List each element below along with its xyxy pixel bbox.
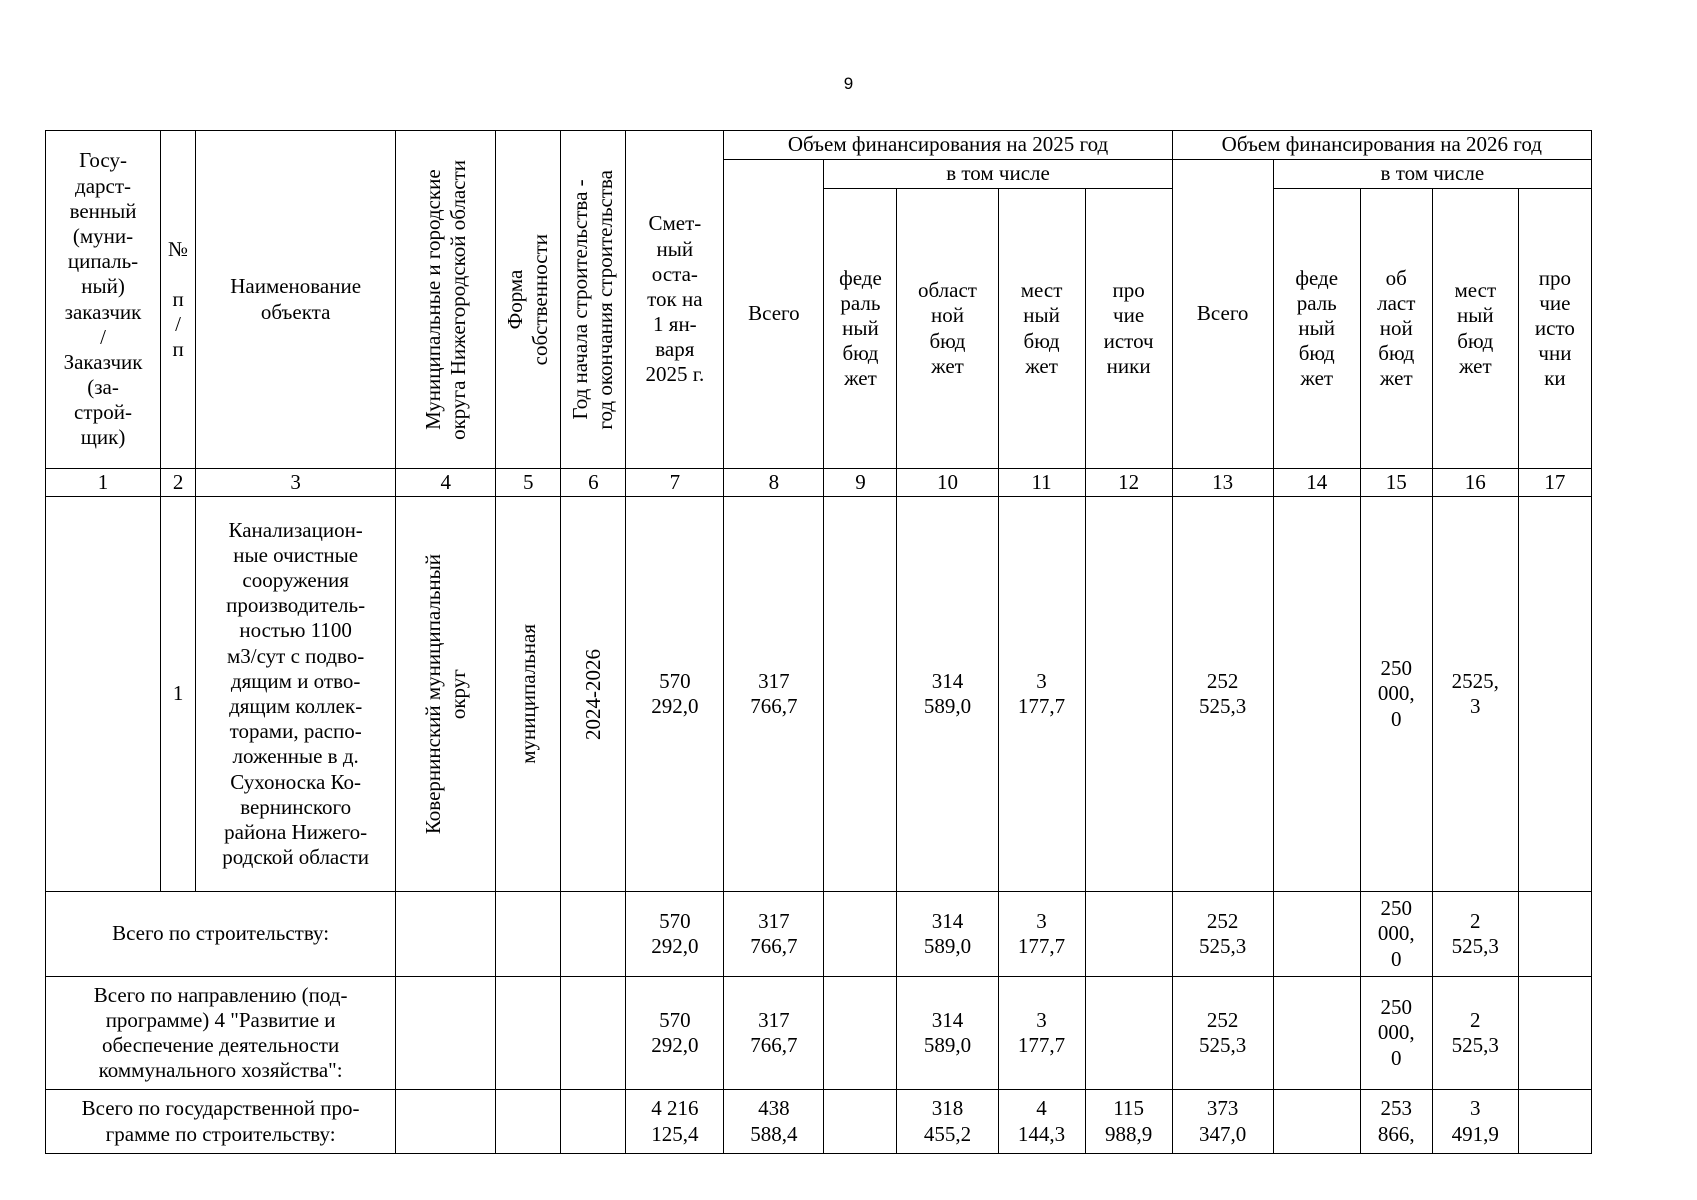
total-label: Всего по направлению (под- программе) 4 "Развитие и обеспечение деятельности коммунального хозяйства": bbox=[46, 977, 396, 1090]
financing-table bbox=[45, 130, 1592, 1154]
header-municipality bbox=[396, 131, 496, 469]
header-ownership-text: Форма собственности bbox=[503, 233, 553, 366]
total-oth2025 bbox=[1085, 892, 1172, 977]
col-number: 3 bbox=[196, 469, 396, 497]
header-incl2025: в том числе bbox=[824, 160, 1172, 189]
row-oth2026 bbox=[1518, 497, 1591, 892]
total-reg2026: 253 866, bbox=[1360, 1090, 1432, 1154]
total-loc2026: 2 525,3 bbox=[1432, 977, 1518, 1090]
header-num: № п / п bbox=[161, 131, 196, 469]
column-numbers-row bbox=[46, 469, 1592, 497]
col-number: 10 bbox=[897, 469, 998, 497]
header-years-text: Год начала строительства - год окончания строительства bbox=[568, 169, 618, 430]
total-loc2026: 2 525,3 bbox=[1432, 892, 1518, 977]
total-row-program bbox=[46, 1090, 1592, 1154]
row-municipality bbox=[396, 497, 496, 892]
empty-cell bbox=[396, 1090, 496, 1154]
total-balance: 570 292,0 bbox=[626, 977, 724, 1090]
row-fed2026 bbox=[1273, 497, 1360, 892]
empty-cell bbox=[561, 1090, 626, 1154]
header-total2026: Всего bbox=[1172, 160, 1273, 469]
header-customer: Госу- дарст- венный (муни- ципаль- ный) заказчик / Заказчик (за- строй- щик) bbox=[46, 131, 161, 469]
header-fed2026: феде раль ный бюд жет bbox=[1273, 189, 1360, 469]
empty-cell bbox=[561, 977, 626, 1090]
row-municipality-text: Ковернинский муниципальный округ bbox=[420, 553, 470, 835]
total-reg2025: 314 589,0 bbox=[897, 892, 998, 977]
total-loc2025: 4 144,3 bbox=[998, 1090, 1085, 1154]
col-number: 11 bbox=[998, 469, 1085, 497]
total-loc2025: 3 177,7 bbox=[998, 977, 1085, 1090]
total-oth2026 bbox=[1518, 977, 1591, 1090]
col-number: 5 bbox=[496, 469, 561, 497]
empty-cell bbox=[396, 892, 496, 977]
empty-cell bbox=[396, 977, 496, 1090]
empty-cell bbox=[496, 1090, 561, 1154]
header-incl2026: в том числе bbox=[1273, 160, 1591, 189]
row-reg2026: 250 000, 0 bbox=[1360, 497, 1432, 892]
col-number: 2 bbox=[161, 469, 196, 497]
header-municipality-text: Муниципальные и городские округа Нижегородской области bbox=[420, 159, 470, 440]
header-ownership bbox=[496, 131, 561, 469]
header-fin2026: Объем финансирования на 2026 год bbox=[1172, 131, 1591, 160]
header-name: Наименование объекта bbox=[196, 131, 396, 469]
row-total2026: 252 525,3 bbox=[1172, 497, 1273, 892]
total-loc2025: 3 177,7 bbox=[998, 892, 1085, 977]
col-number: 16 bbox=[1432, 469, 1518, 497]
total-fed2026 bbox=[1273, 892, 1360, 977]
total-oth2026 bbox=[1518, 892, 1591, 977]
header-oth2025: про чие источ ники bbox=[1085, 189, 1172, 469]
total-loc2026: 3 491,9 bbox=[1432, 1090, 1518, 1154]
row-balance: 570 292,0 bbox=[626, 497, 724, 892]
total-fed2025 bbox=[824, 977, 897, 1090]
row-years bbox=[561, 497, 626, 892]
row-ownership bbox=[496, 497, 561, 892]
total-fed2025 bbox=[824, 1090, 897, 1154]
empty-cell bbox=[496, 977, 561, 1090]
empty-cell bbox=[496, 892, 561, 977]
total-row-construction bbox=[46, 892, 1592, 977]
header-fed2025: феде раль ный бюд жет bbox=[824, 189, 897, 469]
header-loc2025: мест ный бюд жет bbox=[998, 189, 1085, 469]
total-total2026: 373 347,0 bbox=[1172, 1090, 1273, 1154]
total-total2026: 252 525,3 bbox=[1172, 892, 1273, 977]
header-row-1 bbox=[46, 131, 1592, 160]
header-balance: Смет- ный оста- ток на 1 ян- варя 2025 г. bbox=[626, 131, 724, 469]
row-customer bbox=[46, 497, 161, 892]
col-number: 8 bbox=[724, 469, 824, 497]
total-balance: 4 216 125,4 bbox=[626, 1090, 724, 1154]
col-number: 14 bbox=[1273, 469, 1360, 497]
row-oth2025 bbox=[1085, 497, 1172, 892]
col-number: 15 bbox=[1360, 469, 1432, 497]
total-oth2026 bbox=[1518, 1090, 1591, 1154]
table-row bbox=[46, 497, 1592, 892]
header-fin2025: Объем финансирования на 2025 год bbox=[724, 131, 1172, 160]
total-oth2025 bbox=[1085, 977, 1172, 1090]
page-number: 9 bbox=[843, 74, 854, 93]
header-reg2025: област ной бюд жет bbox=[897, 189, 998, 469]
row-object-name: Канализацион- ные очистные сооружения производитель- ностью 1100 м3/сут с подво- дящим и отво- дящим коллек- торами, распо- ложенные в д. Сухоноска Ко- вернинского района Нижего- родской области bbox=[196, 497, 396, 892]
total-total2026: 252 525,3 bbox=[1172, 977, 1273, 1090]
col-number: 12 bbox=[1085, 469, 1172, 497]
total-fed2025 bbox=[824, 892, 897, 977]
total-balance: 570 292,0 bbox=[626, 892, 724, 977]
col-number: 7 bbox=[626, 469, 724, 497]
total-reg2025: 318 455,2 bbox=[897, 1090, 998, 1154]
row-ownership-text: муниципальная bbox=[515, 624, 540, 764]
col-number: 1 bbox=[46, 469, 161, 497]
total-reg2026: 250 000, 0 bbox=[1360, 977, 1432, 1090]
row-total2025: 317 766,7 bbox=[724, 497, 824, 892]
total-reg2025: 314 589,0 bbox=[897, 977, 998, 1090]
total-oth2025: 115 988,9 bbox=[1085, 1090, 1172, 1154]
header-loc2026: мест ный бюд жет bbox=[1432, 189, 1518, 469]
header-reg2026: об ласт ной бюд жет bbox=[1360, 189, 1432, 469]
total-total2025: 438 588,4 bbox=[724, 1090, 824, 1154]
total-label: Всего по строительству: bbox=[46, 892, 396, 977]
col-number: 13 bbox=[1172, 469, 1273, 497]
row-fed2025 bbox=[824, 497, 897, 892]
col-number: 6 bbox=[561, 469, 626, 497]
row-loc2025: 3 177,7 bbox=[998, 497, 1085, 892]
header-total2025: Всего bbox=[724, 160, 824, 469]
total-fed2026 bbox=[1273, 1090, 1360, 1154]
col-number: 4 bbox=[396, 469, 496, 497]
col-number: 17 bbox=[1518, 469, 1591, 497]
row-num: 1 bbox=[161, 497, 196, 892]
total-reg2026: 250 000, 0 bbox=[1360, 892, 1432, 977]
total-total2025: 317 766,7 bbox=[724, 892, 824, 977]
total-total2025: 317 766,7 bbox=[724, 977, 824, 1090]
row-years-text: 2024-2026 bbox=[580, 648, 605, 740]
empty-cell bbox=[561, 892, 626, 977]
header-years bbox=[561, 131, 626, 469]
row-reg2025: 314 589,0 bbox=[897, 497, 998, 892]
header-oth2026: про чие исто чни ки bbox=[1518, 189, 1591, 469]
row-loc2026: 2525, 3 bbox=[1432, 497, 1518, 892]
col-number: 9 bbox=[824, 469, 897, 497]
total-label: Всего по государственной про- грамме по строительству: bbox=[46, 1090, 396, 1154]
total-fed2026 bbox=[1273, 977, 1360, 1090]
total-row-subprogram bbox=[46, 977, 1592, 1090]
